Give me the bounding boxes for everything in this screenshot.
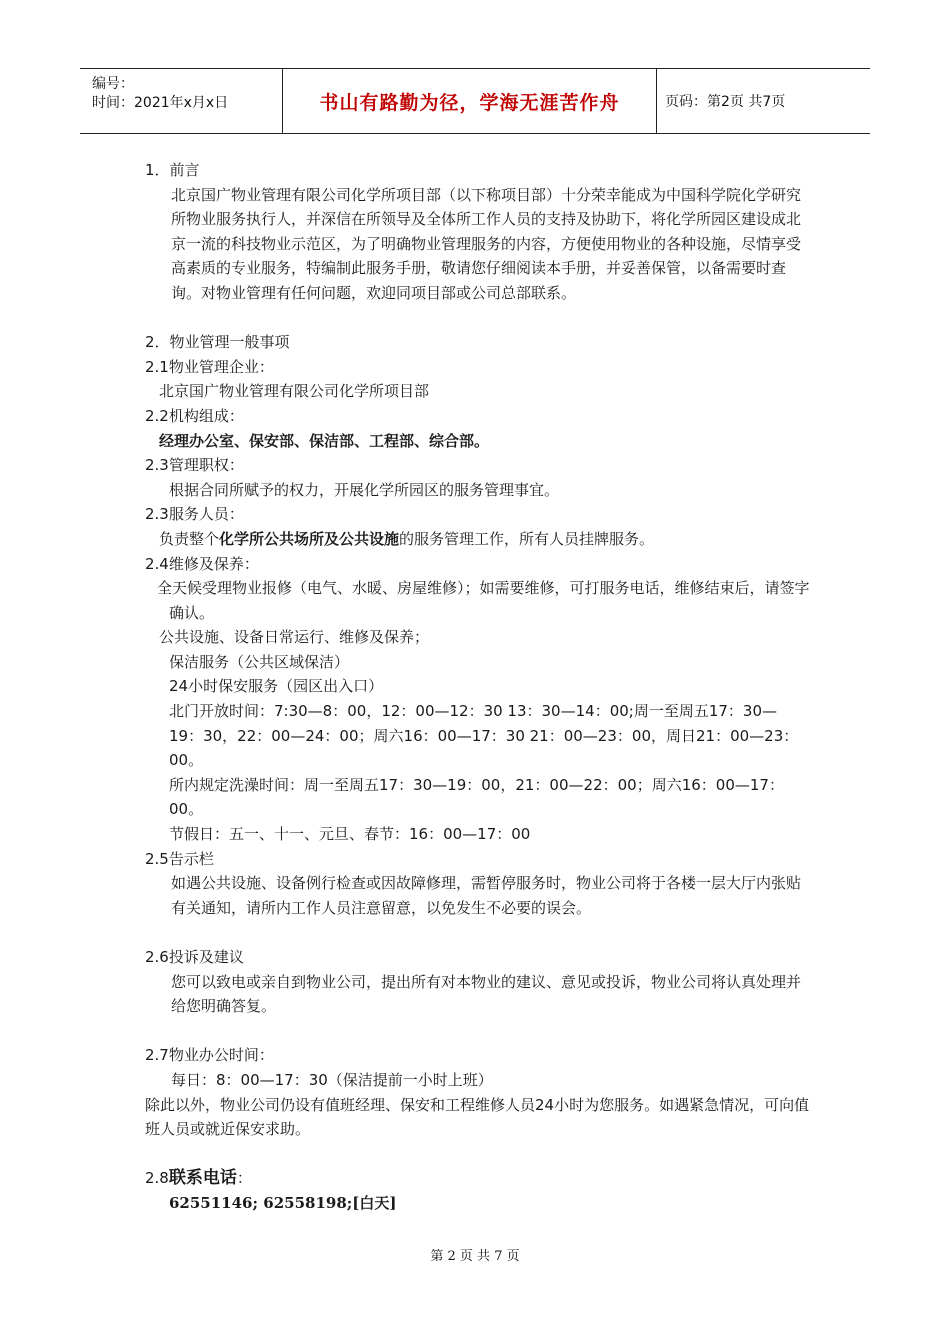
section-2-4-item: 24小时保安服务（园区出入口） xyxy=(169,677,384,696)
page-footer: 第 2 页 共 7 页 xyxy=(430,1249,520,1264)
text-run: 负责整个 xyxy=(159,529,220,548)
document-body xyxy=(145,158,810,1216)
section-2-5-body: 如遇公共设施、设备例行检查或因故障修理，需暂停服务时，物业公司将于各楼一层大厅内张贴有关通知，请所内工作人员注意留意，以免发生不必要的误会。 xyxy=(171,874,802,917)
section-2-2-title: 2.2机构组成： xyxy=(145,406,244,425)
section-number: 2.8 xyxy=(145,1169,169,1188)
section-2-7-title: 2.7物业办公时间： xyxy=(145,1046,274,1065)
section-2-4-item: 节假日：五一、十一、元旦、春节：16：00—17：00 xyxy=(169,825,531,844)
section-2-4-item: 全天候受理物业报修（电气、水暖、房屋维修）；如需要维修，可打服务电话，维修结束后，请签字确认。 xyxy=(157,579,810,622)
section-2-4-item: 公共设施、设备日常运行、维修及保养； xyxy=(159,628,430,647)
section-2-7-hours: 每日：8：00—17：30（保洁提前一小时上班） xyxy=(171,1070,493,1089)
doc-number-label: 编号： xyxy=(92,76,134,92)
section-2-4-item: 所内规定洗澡时间：周一至周五17：30—19：00，21：00—22：00；周六16：00—17：00。 xyxy=(169,775,784,819)
spacer xyxy=(145,306,810,331)
doc-date: 时间：2021年x月x日 xyxy=(92,95,229,111)
section-2-4-item: 保洁服务（公共区域保洁） xyxy=(169,652,350,671)
header-meta xyxy=(80,69,283,133)
section-1-title: 1．前言 xyxy=(145,161,200,179)
spacer xyxy=(145,1142,810,1167)
text-run-bold: 化学所公共场所及公共设施 xyxy=(219,529,400,548)
section-2-3-body: 根据合同所赋予的权力，开展化学所园区的服务管理事宜。 xyxy=(169,480,560,499)
contact-heading: 联系电话 xyxy=(168,1168,237,1189)
section-2-5-title: 2.5告示栏 xyxy=(145,849,214,868)
section-2-3b-body xyxy=(145,527,810,552)
section-2-7-note: 除此以外，物业公司仍设有值班经理、保安和工程维修人员24小时为您服务。如遇紧急情况，可向值班人员或就近保安求助。 xyxy=(145,1095,810,1139)
text-run: 的服务管理工作，所有人员挂牌服务。 xyxy=(399,529,655,548)
spacer xyxy=(145,1019,810,1044)
section-2-1-body: 北京国广物业管理有限公司化学所项目部 xyxy=(159,382,430,401)
colon: ： xyxy=(236,1169,252,1188)
section-2-6-body: 您可以致电或亲自到物业公司，提出所有对本物业的建议、意见或投诉，物业公司将认真处理并给您明确答复。 xyxy=(171,972,802,1016)
page-header xyxy=(80,68,870,134)
header-page-info: 页码：第2页 共7页 xyxy=(665,94,786,110)
section-2-2-body: 经理办公室、保安部、保洁部、工程部、综合部。 xyxy=(159,431,490,450)
section-2-3-title: 2.3管理职权： xyxy=(145,456,244,475)
contact-phone-numbers: 62551146; 62558198;[白天] xyxy=(169,1193,397,1212)
section-2-4-item: 北门开放时间：7:30—8：00，12：00—12：30 13：30—14：00;周一至周五17：30—19：30，22：00—24：00；周六16：00—17：30 21：00—23：00，周日21：00—23：00。 xyxy=(169,702,799,770)
spacer xyxy=(145,920,810,945)
section-2-8-title xyxy=(145,1166,810,1191)
section-2-3b-title: 2.3服务人员： xyxy=(145,505,244,524)
section-2-6-title: 2.6投诉及建议 xyxy=(145,948,244,966)
section-2-1-title: 2.1物业管理企业： xyxy=(145,357,274,376)
section-1-paragraph: 北京国广物业管理有限公司化学所项目部（以下称项目部）十分荣幸能成为中国科学院化学研究所物业服务执行人，并深信在所领导及全体所工作人员的支持及协助下，将化学所园区建设成北京一流的科技物业示范区，为了明确物业管理服务的内容，方便使用物业的各种设施，尽情享受高素质的专业服务，特编制此服务手册，敬请您仔细阅读本手册，并妥善保管，以备需要时查询。对物业管理有任何问题，欢迎同项目部或公司总部联系。 xyxy=(171,185,802,302)
header-motto: 书山有路勤为径，学海无涯苦作舟 xyxy=(283,69,657,133)
section-2-4-title: 2.4维修及保养： xyxy=(145,554,259,573)
section-2-title: 2．物业管理一般事项 xyxy=(145,333,290,352)
